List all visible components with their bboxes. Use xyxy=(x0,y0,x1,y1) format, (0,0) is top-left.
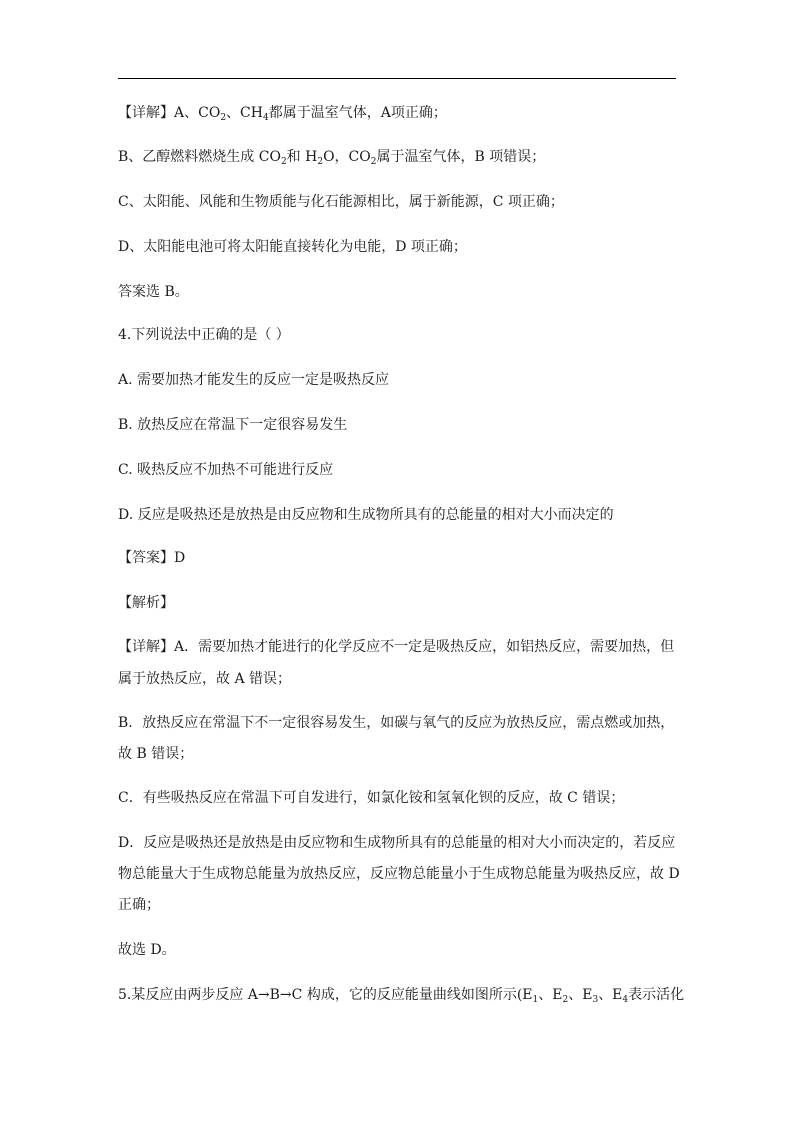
text-seg: 和 H xyxy=(286,149,318,165)
subscript: 2 xyxy=(280,157,287,167)
subscript: 4 xyxy=(262,113,269,123)
text-seg: 、E xyxy=(568,987,593,1003)
explanation-line-d: D、太阳能电池可将太阳能直接转化为电能，D 项正确； xyxy=(118,239,467,255)
explanation-line-c: C、太阳能、风能和生物质能与化石能源相比，属于新能源，C 项正确； xyxy=(118,194,564,210)
detail-a-line-2: 属于放热反应，故 A 错误； xyxy=(118,671,292,687)
text-seg: 都属于温室气体，A项正确； xyxy=(268,105,447,121)
subscript: 4 xyxy=(622,995,629,1005)
header-rule xyxy=(118,78,676,79)
subscript: 2 xyxy=(562,995,569,1005)
final-answer-line: 故选 D。 xyxy=(118,942,176,958)
text-seg: O，CO xyxy=(323,149,371,165)
option-b: B. 放热反应在常温下一定很容易发生 xyxy=(118,417,348,433)
explanation-line-b xyxy=(118,148,545,166)
detail-c-line: C．有些吸热反应在常温下可自发进行，如氯化铵和氢氧化钡的反应，故 C 错误； xyxy=(118,790,625,806)
text-seg: B、乙醇燃料燃烧生成 CO xyxy=(118,149,281,165)
detail-d-line-1: D．反应是吸热还是放热是由反应物和生成物所具有的总能量的相对大小而决定的，若反应 xyxy=(118,835,676,851)
text-seg: 、E xyxy=(538,987,563,1003)
text-seg: 5.某反应由两步反应 A→B→C 构成，它的反应能量曲线如图所示(E xyxy=(118,987,533,1003)
option-a: A. 需要加热才能发生的反应一定是吸热反应 xyxy=(118,372,390,388)
subscript: 2 xyxy=(370,157,377,167)
detail-b-line-1: B．放热反应在常温下不一定很容易发生，如碳与氧气的反应为放热反应，需点燃或加热， xyxy=(118,715,675,731)
subscript: 2 xyxy=(317,157,324,167)
explanation-line-a xyxy=(118,104,447,122)
analysis-label: 【解析】 xyxy=(118,595,174,611)
question-4-stem: 4.下列说法中正确的是（ ） xyxy=(118,327,290,343)
subscript: 1 xyxy=(532,995,539,1005)
question-5-stem xyxy=(118,986,684,1004)
text-seg: 属于温室气体，B 项错误； xyxy=(376,149,546,165)
subscript: 2 xyxy=(220,113,227,123)
option-d: D. 反应是吸热还是放热是由反应物和生成物所具有的总能量的相对大小而决定的 xyxy=(118,507,614,523)
answer-label: 【答案】D xyxy=(118,550,186,566)
text-seg: 、CH xyxy=(226,105,263,121)
detail-b-line-2: 故 B 错误； xyxy=(118,746,194,762)
detail-a-line-1: 【详解】A．需要加热才能进行的化学反应不一定是吸热反应，如铝热反应，需要加热，但 xyxy=(118,639,675,655)
option-c: C. 吸热反应不加热不可能进行反应 xyxy=(118,462,334,478)
detail-d-line-3: 正确； xyxy=(118,897,160,913)
detail-d-line-2: 物总能量大于生成物总能量为放热反应，反应物总能量小于生成物总能量为吸热反应，故 D xyxy=(118,866,680,882)
text-seg: 表示活化 xyxy=(628,987,685,1003)
answer-line: 答案选 B。 xyxy=(118,284,189,300)
text-seg: 、E xyxy=(598,987,623,1003)
text-seg: 【详解】A、CO xyxy=(118,105,221,121)
subscript: 3 xyxy=(592,995,599,1005)
